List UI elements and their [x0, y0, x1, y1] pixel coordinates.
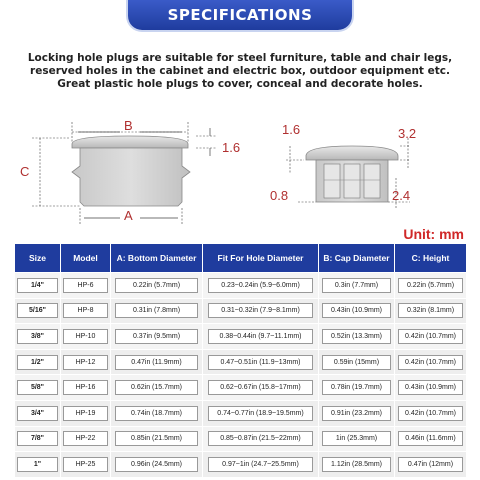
bottom-diameter-cell-value: 0.85in (21.5mm) — [115, 431, 199, 446]
size-cell — [15, 349, 61, 375]
fit-hole-diameter-cell — [203, 452, 319, 478]
table-body — [15, 273, 467, 478]
model-cell — [61, 298, 111, 324]
table-row — [15, 452, 467, 478]
fit-hole-diameter-cell-value: 0.47~0.51in (11.9~13mm) — [208, 355, 314, 370]
column-header-model: Model — [61, 244, 111, 273]
size-cell-value: 3/8" — [17, 329, 58, 344]
model-cell-value: HP-6 — [63, 278, 108, 293]
side-cap-shape — [72, 136, 188, 148]
size-cell — [15, 452, 61, 478]
cap-diameter-cell — [319, 324, 395, 350]
column-header-fit-hole-diameter: Fit For Hole Diameter — [203, 244, 319, 273]
fit-hole-diameter-cell-value: 0.97~1in (24.7~25.5mm) — [208, 457, 314, 472]
cap-diameter-cell — [319, 349, 395, 375]
height-cell-value: 0.32in (8.1mm) — [398, 303, 463, 318]
height-cell-value: 0.46in (11.6mm) — [398, 431, 463, 446]
fit-hole-diameter-cell — [203, 349, 319, 375]
description-line-2: reserved holes in the cabinet and electric box, outdoor equipment etc. — [30, 65, 450, 77]
product-description — [20, 52, 460, 91]
table-header-row — [15, 244, 467, 273]
size-cell-value: 5/16" — [17, 303, 58, 318]
section-cap-shape — [306, 146, 398, 160]
column-header-cap-diameter: B: Cap Diameter — [319, 244, 395, 273]
size-cell — [15, 375, 61, 401]
model-cell-value: HP-16 — [63, 380, 108, 395]
model-cell-value: HP-19 — [63, 406, 108, 421]
table-row — [15, 273, 467, 299]
banner-title: SPECIFICATIONS — [167, 6, 313, 24]
specifications-banner — [128, 0, 352, 30]
bottom-diameter-cell-value: 0.74in (18.7mm) — [115, 406, 199, 421]
column-header-height: C: Height — [395, 244, 467, 273]
bottom-diameter-cell-value: 0.62in (15.7mm) — [115, 380, 199, 395]
cap-diameter-cell-value: 0.78in (19.7mm) — [322, 380, 391, 395]
size-cell — [15, 426, 61, 452]
size-cell-value: 1" — [17, 457, 58, 472]
fit-hole-diameter-cell-value: 0.31~0.32in (7.9~8.1mm) — [208, 303, 314, 318]
side-body-shape — [72, 148, 190, 206]
model-cell — [61, 452, 111, 478]
table-row — [15, 400, 467, 426]
dim-label-a: A — [124, 208, 133, 223]
fit-hole-diameter-cell — [203, 324, 319, 350]
size-cell-value: 3/4" — [17, 406, 58, 421]
cap-diameter-cell-value: 0.91in (23.2mm) — [322, 406, 391, 421]
height-cell — [395, 349, 467, 375]
cap-diameter-cell — [319, 375, 395, 401]
bottom-diameter-cell-value: 0.47in (11.9mm) — [115, 355, 199, 370]
dim-label-section-cap: 3.2 — [398, 126, 417, 141]
cap-diameter-cell — [319, 298, 395, 324]
dim-label-b: B — [124, 118, 133, 133]
model-cell-value: HP-25 — [63, 457, 108, 472]
description-line-1: Locking hole plugs are suitable for steel furniture, table and chair legs, — [27, 52, 453, 64]
height-cell — [395, 375, 467, 401]
bottom-diameter-cell — [111, 298, 203, 324]
model-cell — [61, 324, 111, 350]
bottom-diameter-cell-value: 0.96in (24.5mm) — [115, 457, 199, 472]
height-cell — [395, 452, 467, 478]
cap-diameter-cell-value: 0.52in (13.3mm) — [322, 329, 391, 344]
bottom-diameter-cell — [111, 375, 203, 401]
plug-dimension-diagrams — [0, 108, 480, 233]
cap-diameter-cell — [319, 400, 395, 426]
model-cell-value: HP-22 — [63, 431, 108, 446]
height-cell-value: 0.43in (10.9mm) — [398, 380, 463, 395]
dim-label-section-top: 1.6 — [282, 122, 301, 137]
model-cell — [61, 349, 111, 375]
fit-hole-diameter-cell — [203, 375, 319, 401]
bottom-diameter-cell — [111, 273, 203, 299]
size-cell-value: 1/2" — [17, 355, 58, 370]
size-cell — [15, 273, 61, 299]
fit-hole-diameter-cell — [203, 400, 319, 426]
fit-hole-diameter-cell — [203, 298, 319, 324]
height-cell-value: 0.22in (5.7mm) — [398, 278, 463, 293]
model-cell-value: HP-12 — [63, 355, 108, 370]
height-cell — [395, 426, 467, 452]
fit-hole-diameter-cell-value: 0.38~0.44in (9.7~11.1mm) — [208, 329, 314, 344]
size-cell-value: 1/4" — [17, 278, 58, 293]
fit-hole-diameter-cell-value: 0.23~0.24in (5.9~6.0mm) — [208, 278, 314, 293]
height-cell-value: 0.47in (12mm) — [398, 457, 463, 472]
model-cell — [61, 426, 111, 452]
height-cell — [395, 273, 467, 299]
fit-hole-diameter-cell — [203, 426, 319, 452]
bottom-diameter-cell — [111, 324, 203, 350]
dim-label-cap-height: 1.6 — [222, 140, 241, 155]
cap-diameter-cell-value: 1.12in (28.5mm) — [322, 457, 391, 472]
height-cell — [395, 324, 467, 350]
table-row — [15, 324, 467, 350]
cap-diameter-cell-value: 0.59in (15mm) — [322, 355, 391, 370]
table-row — [15, 375, 467, 401]
model-cell-value: HP-8 — [63, 303, 108, 318]
cap-diameter-cell — [319, 452, 395, 478]
bottom-diameter-cell — [111, 400, 203, 426]
table-row — [15, 426, 467, 452]
model-cell — [61, 273, 111, 299]
dim-label-section-bottom-left: 0.8 — [270, 188, 289, 203]
size-cell — [15, 324, 61, 350]
height-cell-value: 0.42in (10.7mm) — [398, 355, 463, 370]
model-cell-value: HP-10 — [63, 329, 108, 344]
fit-hole-diameter-cell-value: 0.62~0.67in (15.8~17mm) — [208, 380, 314, 395]
size-cell — [15, 400, 61, 426]
size-cell-value: 5/8" — [17, 380, 58, 395]
model-cell — [61, 400, 111, 426]
size-cell-value: 7/8" — [17, 431, 58, 446]
cap-diameter-cell-value: 0.43in (10.9mm) — [322, 303, 391, 318]
bottom-diameter-cell — [111, 349, 203, 375]
size-cell — [15, 298, 61, 324]
column-header-size: Size — [15, 244, 61, 273]
table-row — [15, 298, 467, 324]
bottom-diameter-cell — [111, 426, 203, 452]
height-cell-value: 0.42in (10.7mm) — [398, 406, 463, 421]
fit-hole-diameter-cell-value: 0.74~0.77in (18.9~19.5mm) — [208, 406, 314, 421]
bottom-diameter-cell — [111, 452, 203, 478]
bottom-diameter-cell-value: 0.37in (9.5mm) — [115, 329, 199, 344]
column-header-bottom-diameter: A: Bottom Diameter — [111, 244, 203, 273]
specifications-table — [14, 243, 467, 478]
cap-diameter-cell-value: 1in (25.3mm) — [322, 431, 391, 446]
dim-label-section-bottom-right: 2.4 — [392, 188, 411, 203]
height-cell-value: 0.42in (10.7mm) — [398, 329, 463, 344]
height-cell — [395, 400, 467, 426]
cap-diameter-cell — [319, 273, 395, 299]
height-cell — [395, 298, 467, 324]
model-cell — [61, 375, 111, 401]
dim-label-c: C — [20, 164, 30, 179]
bottom-diameter-cell-value: 0.22in (5.7mm) — [115, 278, 199, 293]
cap-diameter-cell — [319, 426, 395, 452]
cap-diameter-cell-value: 0.3in (7.7mm) — [322, 278, 391, 293]
unit-label: Unit: mm — [403, 226, 464, 242]
fit-hole-diameter-cell — [203, 273, 319, 299]
table-row — [15, 349, 467, 375]
description-line-3: Great plastic hole plugs to cover, conceal and decorate holes. — [57, 78, 423, 90]
bottom-diameter-cell-value: 0.31in (7.8mm) — [115, 303, 199, 318]
fit-hole-diameter-cell-value: 0.85~0.87in (21.5~22mm) — [208, 431, 314, 446]
